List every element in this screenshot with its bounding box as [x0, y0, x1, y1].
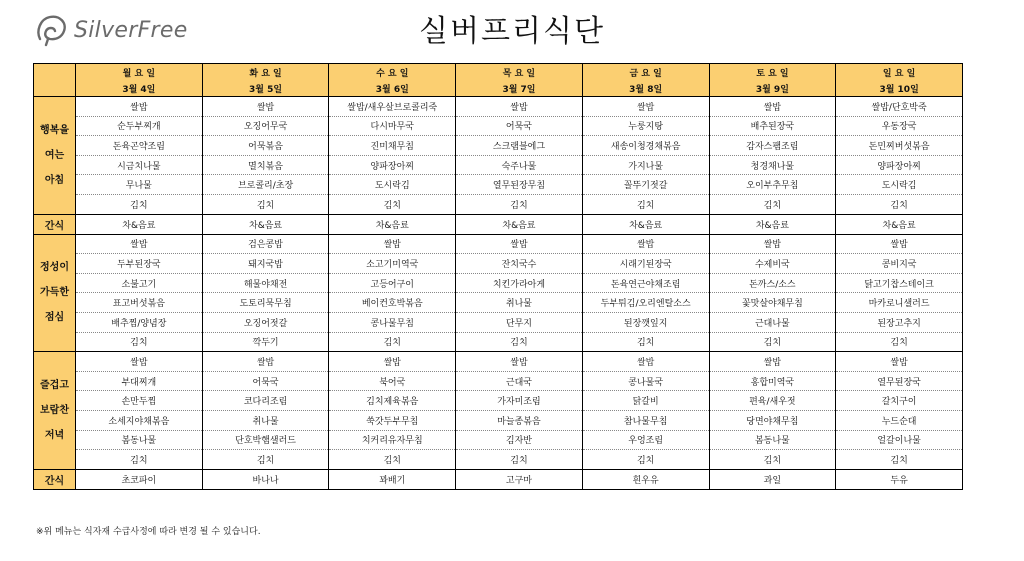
- menu-cell: 쌀밥: [456, 352, 583, 372]
- menu-cell: 쌀밥: [329, 352, 456, 372]
- menu-cell: 참나물무침: [582, 410, 709, 430]
- menu-cell: 취나물: [456, 293, 583, 313]
- menu-cell: 쌀밥/새우살브로콜리죽: [329, 97, 456, 117]
- menu-cell: 코다리조림: [202, 391, 329, 411]
- menu-cell: 수제비국: [709, 254, 836, 274]
- menu-cell: 깍두기: [202, 332, 329, 352]
- menu-cell: 김자반: [456, 430, 583, 450]
- menu-cell: 흰우유: [582, 469, 709, 489]
- meal-label-line: 점심: [44, 312, 65, 324]
- menu-cell: 부대찌개: [76, 371, 203, 391]
- table-row: [34, 332, 963, 352]
- table-row: [34, 410, 963, 430]
- menu-cell: 쌀밥: [202, 97, 329, 117]
- menu-cell: 바나나: [202, 469, 329, 489]
- menu-cell: 다시마무국: [329, 116, 456, 136]
- menu-cell: 김치: [76, 450, 203, 470]
- menu-cell: 당면야채무침: [709, 410, 836, 430]
- menu-cell: 가자미조림: [456, 391, 583, 411]
- menu-cell: 쌀밥: [709, 352, 836, 372]
- meal-label-line: 정성이: [40, 262, 69, 274]
- table-row: [34, 254, 963, 274]
- menu-cell: 새송이청경채볶음: [582, 136, 709, 156]
- meal-label: [34, 234, 76, 352]
- date-header: 3월 4일: [76, 80, 203, 97]
- menu-cell: 돈육곤약조림: [76, 136, 203, 156]
- table-row: [34, 194, 963, 214]
- menu-cell: 표고버섯볶음: [76, 293, 203, 313]
- menu-cell: 김치: [582, 332, 709, 352]
- meal-label-line: 즐겁고: [40, 379, 69, 391]
- menu-cell: 검은콩밥: [202, 234, 329, 254]
- menu-cell: 쌀밥: [76, 352, 203, 372]
- date-header: 3월 10일: [836, 80, 963, 97]
- menu-cell: 취나물: [202, 410, 329, 430]
- menu-cell: 쌀밥: [456, 234, 583, 254]
- snack-label: 간식: [34, 214, 76, 234]
- menu-cell: 돈민찌버섯볶음: [836, 136, 963, 156]
- date-header: 3월 8일: [582, 80, 709, 97]
- menu-cell: 감자스팸조림: [709, 136, 836, 156]
- menu-cell: 김치: [582, 194, 709, 214]
- menu-cell: 어묵국: [202, 371, 329, 391]
- menu-cell: 꽃맛살야채무침: [709, 293, 836, 313]
- menu-cell: 김치: [836, 450, 963, 470]
- menu-cell: 쌀밥: [329, 234, 456, 254]
- menu-cell: 쌀밥: [582, 352, 709, 372]
- menu-cell: 누드순대: [836, 410, 963, 430]
- menu-cell: 김치: [582, 450, 709, 470]
- menu-cell: 두부된장국: [76, 254, 203, 274]
- menu-cell: 과일: [709, 469, 836, 489]
- menu-cell: 양파장아찌: [836, 155, 963, 175]
- menu-cell: 김치: [456, 332, 583, 352]
- meal-label: [34, 97, 76, 215]
- day-header: 화 요 일: [202, 64, 329, 81]
- date-header: 3월 7일: [456, 80, 583, 97]
- table-row: [34, 273, 963, 293]
- menu-cell: 해물야채전: [202, 273, 329, 293]
- menu-cell: 돼지국밥: [202, 254, 329, 274]
- table-row: [34, 450, 963, 470]
- menu-cell: 도시락김: [329, 175, 456, 195]
- menu-cell: 차&음료: [582, 214, 709, 234]
- menu-cell: 소세지야채볶음: [76, 410, 203, 430]
- menu-cell: 콩나물무침: [329, 312, 456, 332]
- day-header: 일 요 일: [836, 64, 963, 81]
- day-header: 수 요 일: [329, 64, 456, 81]
- menu-cell: 잔치국수: [456, 254, 583, 274]
- date-header: 3월 6일: [329, 80, 456, 97]
- menu-cell: 쌀밥: [582, 97, 709, 117]
- table-row: [34, 312, 963, 332]
- table-row: [34, 214, 963, 234]
- day-header: 목 요 일: [456, 64, 583, 81]
- menu-cell: 단무지: [456, 312, 583, 332]
- table-row: [34, 136, 963, 156]
- day-header: 월 요 일: [76, 64, 203, 81]
- menu-cell: 양파장아찌: [329, 155, 456, 175]
- menu-cell: 숙주나물: [456, 155, 583, 175]
- table-row: [34, 371, 963, 391]
- menu-cell: 초코파이: [76, 469, 203, 489]
- menu-cell: 닭갈비: [582, 391, 709, 411]
- header-corner: [34, 64, 76, 97]
- meal-label-line: 여는: [44, 149, 65, 161]
- menu-cell: 쑥갓두부무침: [329, 410, 456, 430]
- menu-cell: 오징어무국: [202, 116, 329, 136]
- table-row: [34, 352, 963, 372]
- menu-cell: 소불고기: [76, 273, 203, 293]
- menu-cell: 브로콜리/초장: [202, 175, 329, 195]
- menu-cell: 누룽지탕: [582, 116, 709, 136]
- menu-cell: 청경채나물: [709, 155, 836, 175]
- menu-cell: 김치: [76, 194, 203, 214]
- menu-cell: 꽈배기: [329, 469, 456, 489]
- menu-cell: 차&음료: [456, 214, 583, 234]
- snack-label: 간식: [34, 469, 76, 489]
- meal-label-line: 가득한: [40, 287, 69, 299]
- menu-cell: 두유: [836, 469, 963, 489]
- menu-cell: 김치: [329, 194, 456, 214]
- menu-cell: 차&음료: [329, 214, 456, 234]
- menu-cell: 홍합미역국: [709, 371, 836, 391]
- menu-cell: 마늘종볶음: [456, 410, 583, 430]
- menu-cell: 도시락김: [836, 175, 963, 195]
- footnote: ※위 메뉴는 식자재 수급사정에 따라 변경 될 수 있습니다.: [36, 527, 261, 537]
- menu-cell: 쌀밥: [202, 352, 329, 372]
- table-row: [34, 97, 963, 117]
- menu-cell: 김치: [709, 332, 836, 352]
- table-row: [34, 430, 963, 450]
- menu-table: [33, 63, 963, 490]
- menu-cell: 쌀밥: [709, 97, 836, 117]
- menu-cell: 차&음료: [76, 214, 203, 234]
- menu-cell: 꼴뚜기젓갈: [582, 175, 709, 195]
- meal-label-line: 행복을: [40, 124, 69, 136]
- menu-cell: 쌀밥: [836, 234, 963, 254]
- date-header: 3월 9일: [709, 80, 836, 97]
- menu-cell: 고구마: [456, 469, 583, 489]
- table-row: [34, 116, 963, 136]
- table-row: [34, 234, 963, 254]
- menu-cell: 시금치나물: [76, 155, 203, 175]
- menu-cell: 돈육연근야채조림: [582, 273, 709, 293]
- menu-cell: 김치: [836, 194, 963, 214]
- table-row: [34, 155, 963, 175]
- menu-cell: 김치: [456, 194, 583, 214]
- meal-label-line: 저녁: [44, 429, 65, 441]
- menu-cell: 차&음료: [836, 214, 963, 234]
- menu-cell: 순두부찌개: [76, 116, 203, 136]
- menu-cell: 배추된장국: [709, 116, 836, 136]
- menu-cell: 쌀밥: [456, 97, 583, 117]
- table-row: [34, 391, 963, 411]
- day-header: 토 요 일: [709, 64, 836, 81]
- meal-label-line: 아침: [44, 174, 65, 186]
- menu-cell: 김치: [202, 194, 329, 214]
- date-header: 3월 5일: [202, 80, 329, 97]
- menu-cell: 차&음료: [202, 214, 329, 234]
- menu-cell: 쌀밥: [76, 97, 203, 117]
- menu-cell: 봄동나물: [709, 430, 836, 450]
- menu-cell: 근대국: [456, 371, 583, 391]
- menu-cell: 소고기미역국: [329, 254, 456, 274]
- table-row: [34, 175, 963, 195]
- menu-cell: 콩비지국: [836, 254, 963, 274]
- day-header: 금 요 일: [582, 64, 709, 81]
- menu-cell: 얼갈이나물: [836, 430, 963, 450]
- menu-cell: 단호박햄샐러드: [202, 430, 329, 450]
- menu-cell: 김치: [456, 450, 583, 470]
- menu-cell: 고등어구이: [329, 273, 456, 293]
- menu-cell: 김치제육볶음: [329, 391, 456, 411]
- menu-cell: 열무된장국: [836, 371, 963, 391]
- menu-cell: 김치: [709, 450, 836, 470]
- page-title: 실버프리식단: [419, 14, 605, 49]
- menu-cell: 콩나물국: [582, 371, 709, 391]
- menu-cell: 오징어젓갈: [202, 312, 329, 332]
- menu-cell: 차&음료: [709, 214, 836, 234]
- menu-cell: 오이부추무침: [709, 175, 836, 195]
- menu-cell: 돈까스/소스: [709, 273, 836, 293]
- menu-cell: 손만두찜: [76, 391, 203, 411]
- menu-cell: 쌀밥: [709, 234, 836, 254]
- menu-cell: 된장고추지: [836, 312, 963, 332]
- menu-cell: 마카로니샐러드: [836, 293, 963, 313]
- menu-cell: 닭고기찹스테이크: [836, 273, 963, 293]
- menu-cell: 배추찜/양념장: [76, 312, 203, 332]
- meal-label: [34, 352, 76, 470]
- menu-cell: 가지나물: [582, 155, 709, 175]
- menu-cell: 무나물: [76, 175, 203, 195]
- menu-cell: 스크램블에그: [456, 136, 583, 156]
- menu-cell: 도토리묵무침: [202, 293, 329, 313]
- menu-cell: 어묵국: [456, 116, 583, 136]
- menu-cell: 우엉조림: [582, 430, 709, 450]
- table-row: [34, 469, 963, 489]
- menu-cell: 갈치구이: [836, 391, 963, 411]
- menu-cell: 쌀밥: [582, 234, 709, 254]
- menu-cell: 시래기된장국: [582, 254, 709, 274]
- menu-cell: 김치: [76, 332, 203, 352]
- menu-cell: 쌀밥: [836, 352, 963, 372]
- menu-cell: 멸치볶음: [202, 155, 329, 175]
- menu-cell: 김치: [202, 450, 329, 470]
- menu-cell: 열무된장무침: [456, 175, 583, 195]
- menu-cell: 근대나물: [709, 312, 836, 332]
- menu-cell: 된장깻잎지: [582, 312, 709, 332]
- menu-cell: 치킨가라아게: [456, 273, 583, 293]
- meal-label-line: 보람찬: [40, 404, 69, 416]
- menu-cell: 편육/새우젓: [709, 391, 836, 411]
- brand-name: SilverFree: [74, 17, 188, 43]
- menu-cell: 어묵볶음: [202, 136, 329, 156]
- menu-cell: 김치: [329, 332, 456, 352]
- menu-cell: 북어국: [329, 371, 456, 391]
- menu-cell: 쌀밥/단호박죽: [836, 97, 963, 117]
- menu-cell: 치커리유자무침: [329, 430, 456, 450]
- table-row: [34, 293, 963, 313]
- menu-cell: 김치: [836, 332, 963, 352]
- menu-cell: 김치: [709, 194, 836, 214]
- menu-cell: 우동장국: [836, 116, 963, 136]
- menu-cell: 진미채무침: [329, 136, 456, 156]
- menu-cell: 두부튀김/오리엔탈소스: [582, 293, 709, 313]
- menu-cell: 베이컨호박볶음: [329, 293, 456, 313]
- menu-cell: 봄동나물: [76, 430, 203, 450]
- menu-cell: 김치: [329, 450, 456, 470]
- menu-cell: 쌀밥: [76, 234, 203, 254]
